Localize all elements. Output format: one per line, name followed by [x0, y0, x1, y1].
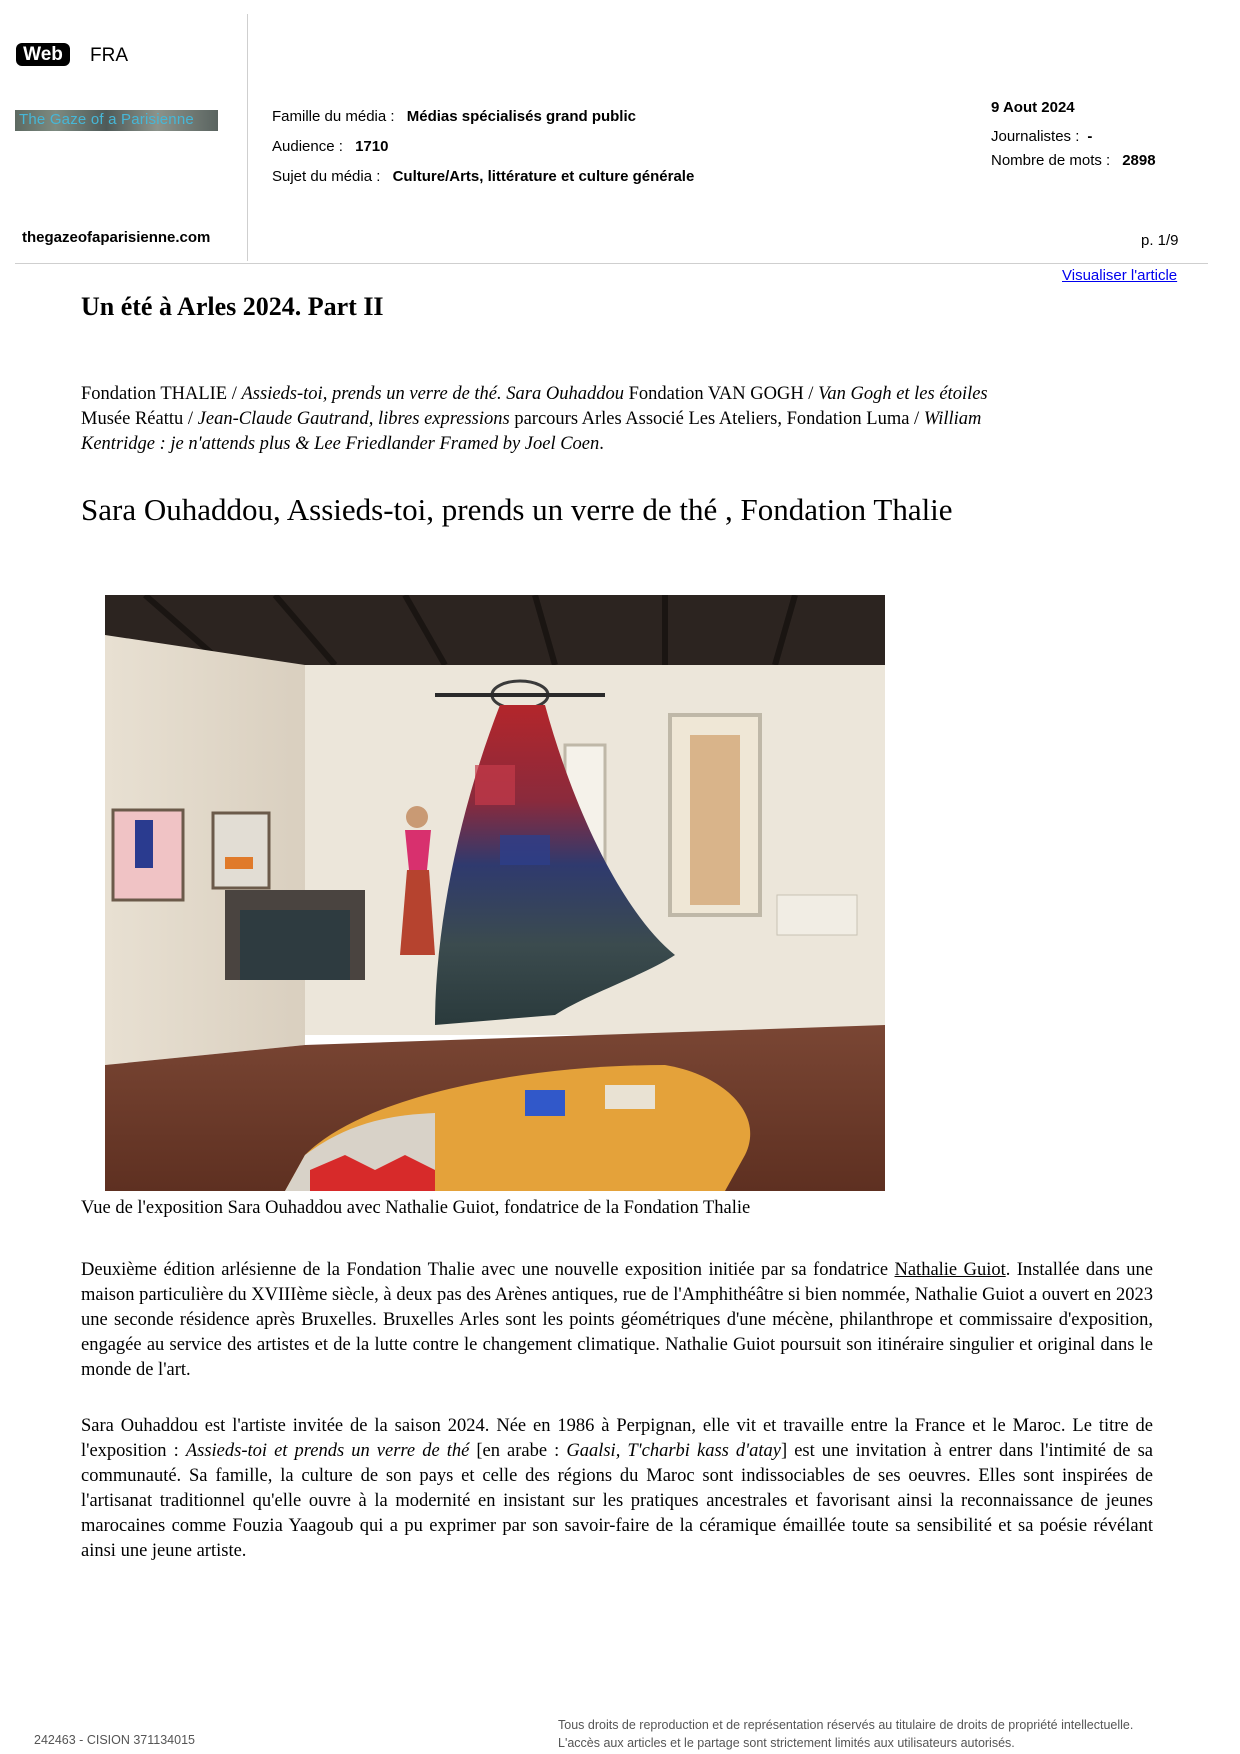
intro-paragraph [81, 382, 1153, 457]
journalists-value: - [1087, 128, 1093, 145]
language-code: FRA [90, 45, 128, 66]
section-heading: Sara Ouhaddou, Assieds-toi, prends un verre de thé , Fondation Thalie [81, 492, 953, 527]
journalists-label: Journalistes : [991, 128, 1080, 145]
audience-value: 1710 [355, 138, 389, 155]
media-family [272, 108, 636, 125]
intro-line-1: Fondation THALIE / Assieds-toi, prends un verre de thé. Sara Ouhaddou Fondation VAN GOGH / Van Gogh et les étoiles [81, 384, 988, 404]
audience [272, 138, 388, 155]
page-number: p. 1/9 [1141, 232, 1179, 249]
site-logo [15, 110, 218, 131]
audience-label: Audience : [272, 138, 343, 155]
word-count-label: Nombre de mots : [991, 152, 1111, 169]
word-count-value: 2898 [1122, 152, 1156, 169]
rights-notice [558, 1716, 1133, 1752]
publication-date: 9 Aout 2024 [991, 99, 1075, 116]
intro-line-2: Musée Réattu / Jean-Claude Gautrand, libres expressions parcours Arles Associé Les Ateliers, Fondation Luma / William [81, 409, 982, 429]
site-logo-text: The Gaze of a Parisienne [19, 111, 194, 128]
rights-notice-line-2: L'accès aux articles et le partage sont strictement limités aux utilisateurs autorisés. [558, 1736, 1015, 1750]
site-url: thegazeofaparisienne.com [22, 229, 211, 246]
exhibition-photo [105, 595, 885, 1191]
paragraph-1: Deuxième édition arlésienne de la Fondation Thalie avec une nouvelle exposition initiée par sa fondatrice Nathalie Guiot. Installée dans une maison particulière du XVIIIème siècle, à deux pas des Arènes antiques, rue de l'Amphithéâtre si bien nommée, Nathalie Guiot a ouvert en 2023 une seconde résidence après Bruxelles. Bruxelles Arles sont les points géométriques d'une mécène, philanthrope et commissaire d'exposition, engagée au service des artistes et de la lutte contre le changement climatique. Nathalie Guiot poursuit son itinéraire singulier et original dans le monde de l'art. [81, 1260, 1153, 1380]
paragraph-2: Sara Ouhaddou est l'artiste invitée de la saison 2024. Née en 1986 à Perpignan, elle vit et travaille entre la France et le Maroc. Le titre de l'exposition : Assieds-toi et prends un verre de thé [en arabe : Gaalsi, T'charbi kass d'atay] est une invitation à entrer dans l'intimité de sa communauté. Sa famille, la culture de son pays et celle des régions du Maroc sont indissociables de ses oeuvres. Elles sont inspirées de l'artisanat traditionnel qu'elle ouvre à la modernité en insistant sur les pratiques ancestrales et favorisant ainsi la reconnaissance de jeunes marocaines comme Fouzia Yaagoub qui a pu exprimer par son savoir-faire de la céramique émaillée toute sa sensibilité et sa poésie révélant ainsi une jeune artiste. [81, 1416, 1153, 1561]
view-article-link[interactable]: Visualiser l'article [1062, 267, 1178, 284]
media-type-badge: Web [16, 43, 70, 66]
header-divider-horizontal [15, 263, 1208, 264]
media-family-value: Médias spécialisés grand public [406, 108, 636, 125]
word-count [991, 152, 1156, 169]
media-subject [272, 168, 694, 185]
journalists [991, 128, 1092, 145]
intro-line-3: Kentridge : je n'attends plus & Lee Friedlander Framed by Joel Coen. [81, 434, 604, 454]
media-subject-label: Sujet du média : [272, 168, 381, 185]
document-id: 242463 - CISION 371134015 [34, 1733, 195, 1747]
media-subject-value: Culture/Arts, littérature et culture générale [392, 168, 695, 185]
exhibition-photo-illustration [105, 595, 885, 1191]
article-title: Un été à Arles 2024. Part II [81, 292, 384, 321]
photo-caption: Vue de l'exposition Sara Ouhaddou avec Nathalie Guiot, fondatrice de la Fondation Thalie [81, 1198, 751, 1218]
rights-notice-line-1: Tous droits de reproduction et de représentation réservés au titulaire de droits de propriété intellectuelle. [558, 1718, 1134, 1732]
header-divider-vertical [247, 14, 248, 261]
media-family-label: Famille du média : [272, 108, 395, 125]
nathalie-guiot-link[interactable]: Nathalie Guiot [894, 1260, 1006, 1280]
